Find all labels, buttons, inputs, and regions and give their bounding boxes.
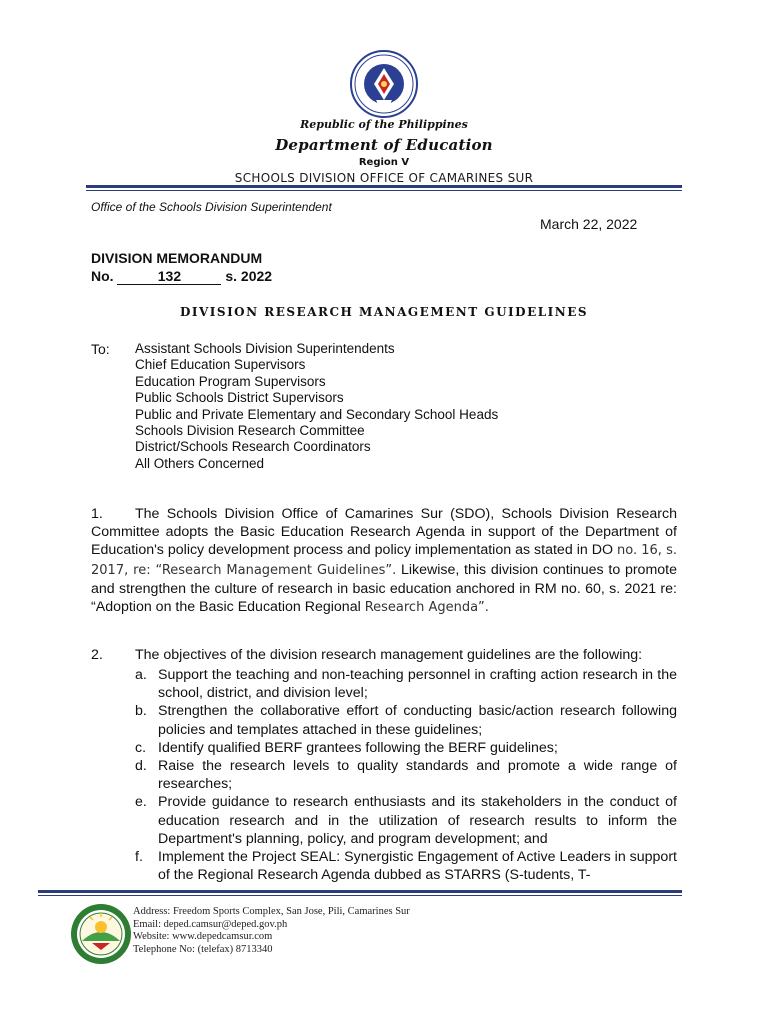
objective-text: Provide guidance to research enthusiasts and its stakeholders in the conduct of education research and in the utilization of research results to inform the Department's planning, policy, and program development; and [158, 794, 677, 847]
memo-number-label: No. [91, 268, 114, 284]
recipients-label: To: [91, 341, 110, 357]
paragraph-2-intro [91, 647, 642, 663]
paragraph-number: 2. [91, 647, 103, 663]
footer-rule-thick [38, 890, 682, 893]
objective-text: Strengthen the collaborative effort of conducting basic/action research following policies and templates attached in these guidelines; [158, 703, 677, 738]
paragraph-2-intro-text: The objectives of the division research management guidelines are the following: [135, 647, 643, 663]
paragraph-1-text-c: Likewise, this division continues to promote and strengthen the culture of research in basic education anchored in RM no. 60, s. 2021 re: “Adoption on the Basic Education Regional [91, 561, 677, 616]
objective-item [135, 702, 677, 738]
header-rule-thin [86, 190, 682, 191]
objective-item [135, 739, 677, 757]
recipient-item: All Others Concerned [135, 455, 265, 471]
objective-item [135, 666, 677, 702]
footer-contact [133, 906, 410, 956]
objective-letter: e. [135, 794, 147, 811]
department-heading: Department of Education [275, 136, 493, 154]
objective-letter: a. [135, 667, 147, 683]
memo-date: March 22, 2022 [540, 216, 638, 232]
recipient-item: District/Schools Research Coordinators [135, 439, 371, 455]
memo-title: DIVISION MEMORANDUM [91, 250, 263, 266]
division-seal-icon [70, 903, 132, 965]
objective-text: Identify qualified BERF grantees following the BERF guidelines; [158, 739, 558, 756]
objective-letter: d. [135, 758, 147, 775]
header-rule-thick [86, 185, 682, 188]
paragraph-1-text-b: no. 16, s. 2017, re: “Research Management Guidelines”. [91, 543, 677, 578]
footer-address: Address: Freedom Sports Complex, San Jose, Pili, Camarines Sur [133, 906, 410, 917]
region-heading: Region V [358, 157, 410, 168]
objective-text: Raise the research levels to quality standards and promote a wide range of researches; [158, 758, 677, 793]
recipient-item: Chief Education Supervisors [135, 357, 306, 373]
recipient-item: Assistant Schools Division Superintendents [135, 341, 395, 356]
footer-email: Email: deped.camsur@deped.gov.ph [133, 918, 288, 930]
recipient-item: Education Program Supervisors [135, 373, 326, 389]
recipient-item: Public and Private Elementary and Secondary School Heads [135, 406, 499, 422]
objective-item [135, 793, 677, 848]
paragraph-number: 1. [91, 506, 103, 522]
paragraph-1-text-d: Research Agenda”. [364, 600, 489, 616]
office-line: Office of the Schools Division Superintendent [91, 200, 332, 214]
footer-telephone: Telephone No: (telefax) 8713340 [133, 943, 273, 955]
paragraph-1-text-a: The Schools Division Office of Camarines Sur (SDO), Schools Division Research Committee adopts the Basic Education Research Agenda in support of the Department of Education's policy development process and policy implementation as stated in DO [91, 506, 677, 559]
objective-letter: b. [135, 703, 147, 720]
recipients-list [135, 341, 498, 472]
memo-series: s. 2022 [225, 268, 273, 284]
objective-text: Implement the Project SEAL: Synergistic Engagement of Active Leaders in support of the Regional Research Agenda dubbed as STARRS (S-tudents, T- [158, 849, 677, 884]
division-office-heading: SCHOOLS DIVISION OFFICE OF CAMARINES SUR [234, 171, 534, 185]
objective-item [135, 757, 677, 793]
objective-letter: f. [135, 849, 143, 866]
recipient-item: Public Schools District Supervisors [135, 390, 344, 406]
memo-number-line [91, 268, 272, 285]
footer-rule-thin [38, 895, 682, 896]
paragraph-1 [91, 505, 677, 617]
deped-seal-icon [350, 50, 418, 118]
recipient-item: Schools Division Research Committee [135, 423, 365, 439]
memo-subject: DIVISION RESEARCH MANAGEMENT GUIDELINES [179, 305, 589, 319]
objective-item [135, 848, 677, 884]
objective-text: Support the teaching and non-teaching personnel in crafting action research in the school, district, and division level; [158, 667, 677, 702]
memo-number: 132 [117, 268, 221, 285]
republic-heading: Republic of the Philippines [300, 118, 468, 131]
objectives-list [135, 666, 677, 884]
footer-website: Website: www.depedcamsur.com [133, 931, 273, 943]
objective-letter: c. [135, 739, 147, 756]
